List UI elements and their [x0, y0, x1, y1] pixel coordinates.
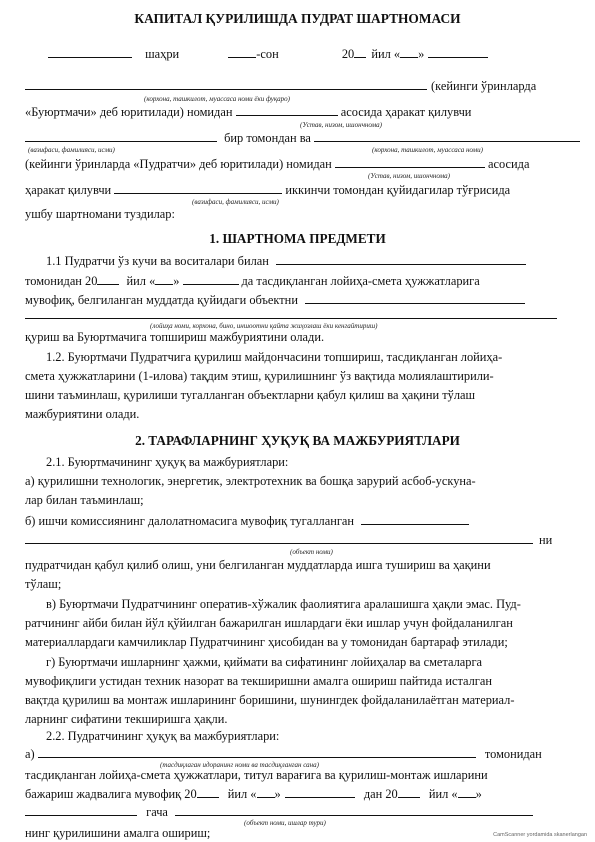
p11-year-blank [97, 273, 119, 285]
p22a-date2-prefix: дан 20 [363, 787, 398, 801]
p21-line: 2.1. Буюртмачининг ҳуқуқ ва мажбуриятлари: [46, 455, 289, 469]
p21a-line1: а) қурилишни технологик, энергетик, электротехник ва бошқа зарурий асбоб-ускуна- [25, 474, 476, 488]
customer-alias: «Буюртмачи» деб юритилади) номидан [25, 105, 233, 119]
p11-year-suffix: йил « [126, 274, 156, 288]
p22a-line2: тасдиқланган лойиҳа-смета ҳужжатлари, титул варағига ва қурилиш-монтаж ишларини [25, 768, 488, 782]
p22a-by-text: томонидан [484, 747, 542, 761]
acting-text: ҳаракат қилувчи [25, 183, 112, 197]
customer-name-blank [25, 78, 427, 90]
p22a-quote2-close: » [475, 787, 482, 801]
contractor-line-2 [25, 182, 510, 198]
p21g-line4: ларнинг сифатини текширишга ҳақли. [25, 712, 228, 726]
one-side-text: бир томондан ва [224, 131, 311, 145]
p11-line3 [25, 292, 525, 308]
p11-line2 [25, 273, 480, 289]
p22a-line5: нинг қурилишини амалга ошириш; [25, 826, 211, 840]
p22a-line1 [25, 746, 542, 762]
caption-ustav2: (Устав, низом, ишончнома) [368, 172, 450, 180]
p21b-object-blank [361, 513, 469, 525]
p21b-object-blank-2 [25, 532, 533, 544]
p22a-year2-suffix: йил « [428, 787, 458, 801]
caption-object-name: (объект номи) [290, 548, 333, 556]
contractor-position-blank [114, 182, 282, 194]
p21g-line2: мувофиқлиги устидан техник назорат ва текширишни амалга ошириш пайтида исталган [25, 674, 493, 688]
p11-object-line [25, 318, 557, 319]
contractor-name-blank [314, 130, 580, 142]
date-quote-close: » [418, 47, 425, 61]
caption-org2: (корхона, ташкилот, муассаса номи) [372, 146, 483, 154]
date-prefix: 20 [341, 47, 355, 61]
p12-line2: смета ҳужжатларини (1-илова) тақдим этиш, қурилишнинг ўз вақтида молиялаштирили- [25, 369, 494, 383]
p11-quote-close: » [173, 274, 180, 288]
caption-position1: (вазифаси, фамилияси, исми) [28, 146, 115, 154]
p21b-line1 [25, 513, 469, 529]
p21b-line3: пудратчидан қабул қилиб олиш, уни белгиланган муддатларда ишга тушириш ва ҳақини [25, 558, 491, 572]
contractor-rep-blank [335, 156, 485, 168]
city-word: шаҳри [145, 47, 180, 61]
date-year-suffix: йил « [371, 47, 401, 61]
p12-line4: мажбуриятини олади. [25, 407, 140, 421]
p11-org-blank [276, 253, 526, 265]
contractor-basis: асосида [488, 157, 530, 171]
date-day-blank [400, 46, 418, 58]
p11-date-prefix: томонидан 20 [25, 274, 98, 288]
p12-line3: шини таъминлаш, қурилиши тугалланган объектларни қабул қилиш ва ҳақини тўлаш [25, 388, 476, 402]
p22a-until-text: гача [146, 805, 168, 819]
p21v-line1: в) Буюртмачи Пудратчининг оператив-хўжалик фаолиятига аралашишга ҳақли эмас. Пуд- [46, 597, 521, 611]
date-month-blank [428, 46, 488, 58]
number-word: -сон [256, 47, 279, 61]
p22-line: 2.2. Пудратчининг ҳуқуқ ва мажбуриятлари: [46, 729, 280, 743]
customer-line-2 [25, 104, 471, 120]
p11-day-blank [155, 273, 173, 285]
p21g-line1: г) Буюртмачи ишларнинг ҳажми, қиймати ва сифатининг лойиҳалар ва сметаларга [46, 655, 483, 669]
p12-text-1: 1.2. Буюртмачи Пудратчига қурилиш майдончасини топшириш, тасдиқланган лойиҳа- [46, 350, 503, 364]
number-blank [228, 46, 256, 58]
section1-heading: 1. ШАРТНОМА ПРЕДМЕТИ [209, 231, 386, 246]
customer-line-text: (кейинги ўринларда [431, 79, 537, 93]
p21g-line3: вақтда қурилиш ва монтаж ишларининг боришини, шунингдек фойдаланилаётган материал- [25, 693, 515, 707]
p21b-text: б) ишчи комиссиянинг далолатномасига мувофиқ тугалланган [25, 514, 355, 528]
customer-position-blank [25, 130, 217, 142]
p12-line1 [25, 350, 560, 365]
p22a-date1-prefix: бажариш жадвалига мувофиқ 20 [25, 787, 197, 801]
p11-line1 [46, 253, 526, 269]
p22a-letter: а) [25, 747, 35, 761]
customer-rep-blank [236, 104, 338, 116]
p11-object-text: мувофиқ, белгиланган муддатда қуйидаги объектни [25, 293, 298, 307]
caption-approver: (тасдиқлаган идоранинг номи ва тасдиқланган сана) [160, 761, 319, 769]
contractor-alias: (кейинги ўринларда «Пудратчи» деб юритилади) номидан [25, 157, 332, 171]
p22a-month1-blank [285, 786, 355, 798]
document-title: КАПИТАЛ ҚУРИЛИШДА ПУДРАТ ШАРТНОМАСИ [134, 11, 461, 26]
section2-heading: 2. ТАРАФЛАРНИНГ ҲУҚУҚ ВА МАЖБУРИЯТЛАРИ [135, 433, 460, 448]
p22a-year1-blank [197, 786, 219, 798]
p22a-month2-blank [25, 804, 137, 816]
p22a-approver-blank [38, 746, 476, 758]
parties-line [25, 130, 580, 146]
caption-ustav1: (Устав, низом, ишончнома) [300, 121, 382, 129]
contractor-line [25, 156, 529, 172]
caption-object-desc: (лойиҳа номи, корхона, бино, иншоотни қайта жиҳозлаш ёки кенгайтириш) [150, 322, 378, 330]
p21v-line3: материаллардаги камчиликлар Пудратчининг ҳисобидан ва у томонидан бартараф этилади; [25, 635, 508, 649]
caption-org1: (корхона, ташкилот, муассаса номи ёки фуқаро) [144, 95, 290, 103]
city-blank [48, 46, 132, 58]
p22a-line3 [25, 786, 482, 802]
customer-line [25, 78, 536, 94]
p11-month-blank [183, 273, 239, 285]
p11-line4: қуриш ва Буюртмачига топшириш мажбуриятини олади. [25, 330, 325, 344]
header-line [48, 46, 488, 62]
date-year-blank [354, 46, 366, 58]
p21v-line2: ратчининг айби билан йўл қўйилган бажарилган ишлардаги ёки ишлар учун фойдаланилган [25, 616, 513, 630]
p22a-quote1-close: » [274, 787, 281, 801]
p22a-object-blank [175, 804, 533, 816]
p11-approved-text: да тасдиқланган лойиҳа-смета ҳужжатларига [241, 274, 480, 288]
scanner-footer: CamScanner yordamida skanerlangan [493, 832, 587, 838]
other-side-text: иккинчи томондан қуйидагилар тўғрисида [285, 183, 511, 197]
customer-basis: асосида ҳаракат қилувчи [340, 105, 472, 119]
caption-position2: (вазифаси, фамилияси, исми) [192, 198, 279, 206]
p21a-line2: лар билан таъминлаш; [25, 493, 144, 507]
p22a-year2-blank [398, 786, 420, 798]
p11-object-blank [305, 292, 525, 304]
p22a-day2-blank [458, 786, 476, 798]
p22a-line4 [25, 804, 533, 820]
p21b-line4: тўлаш; [25, 577, 62, 591]
p22a-year1-suffix: йил « [227, 787, 257, 801]
caption-object-stage: (объект номи, ишлар тури) [244, 819, 326, 827]
p21b-line2 [25, 532, 552, 548]
concluded-line: ушбу шартномани туздилар: [25, 207, 175, 221]
p22a-day1-blank [257, 786, 275, 798]
p11-text: 1.1 Пудратчи ўз кучи ва воситалари билан [46, 254, 269, 268]
p21b-ni: ни [539, 533, 553, 547]
